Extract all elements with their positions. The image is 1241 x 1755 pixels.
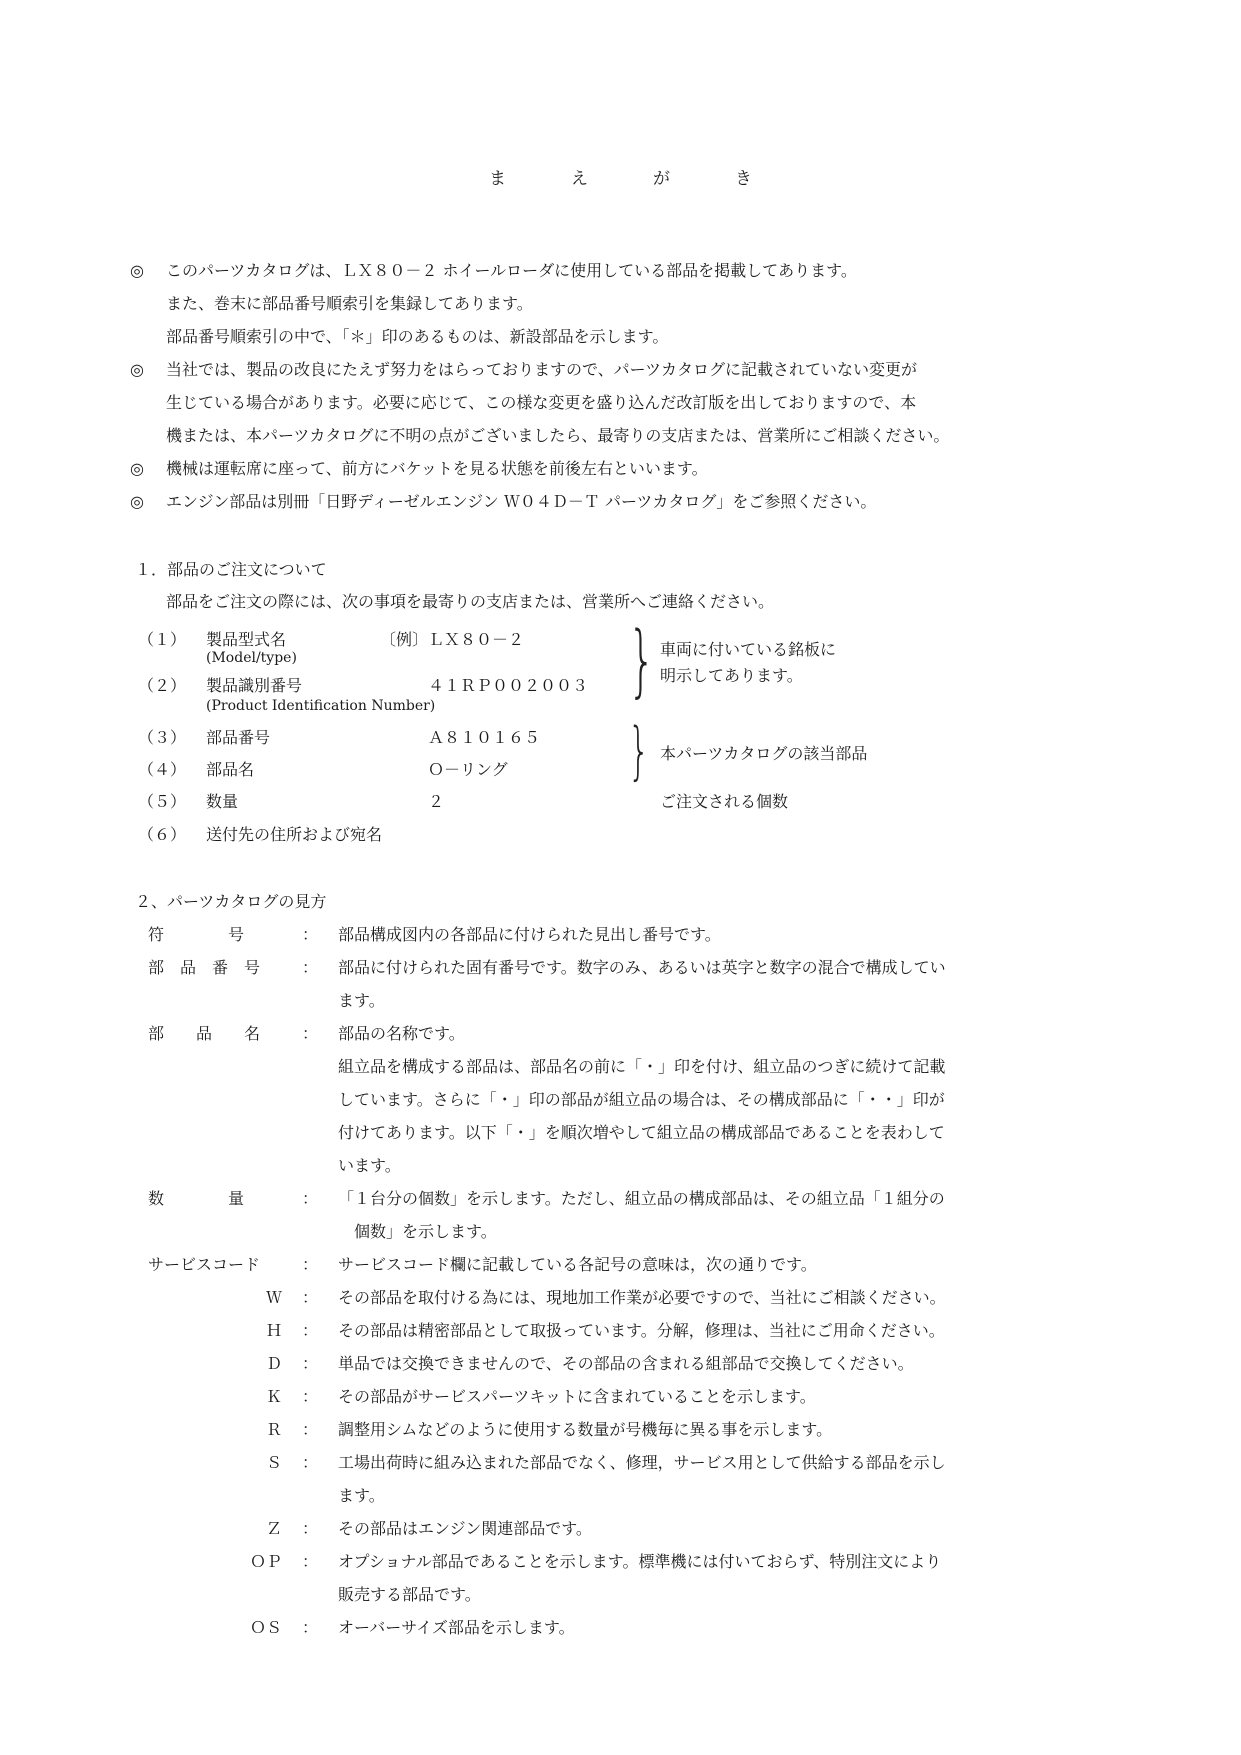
colon: ： — [302, 958, 319, 977]
item-label: 製品識別番号 — [206, 676, 303, 695]
entry-text: 組立品を構成する部品は、部品名の前に「・」印を付け、組立品のつぎに続けて記載 — [338, 1057, 946, 1076]
intro-line: 当社では、製品の改良にたえず努力をはらっておりますので、パーツカタログに記載されていない変更が — [166, 360, 918, 379]
service-code: Ｄ — [265, 1354, 282, 1373]
item-label: 数量 — [206, 792, 239, 811]
code-text: 販売する部品です。 — [338, 1585, 481, 1604]
entry-label: サービスコード — [148, 1255, 261, 1274]
note-line: 車両に付いている銘板に — [660, 640, 837, 659]
code-text: ます。 — [338, 1486, 385, 1505]
colon: ： — [302, 1255, 319, 1274]
entry-text: ます。 — [338, 991, 385, 1010]
item-number: （１） — [138, 630, 187, 649]
colon: ： — [302, 1387, 319, 1406]
item-label: 部品番号 — [206, 728, 271, 747]
intro-line: 機または、本パーツカタログに不明の点がございましたら、最寄りの支店または、営業所にご相談ください。 — [166, 426, 950, 445]
intro-line: エンジン部品は別冊「日野ディーゼルエンジン Ｗ０４Ｄ－Ｔ パーツカタログ」をご参照ください。 — [166, 492, 877, 511]
item-value: Ａ８１０１６５ — [428, 728, 541, 747]
code-text: オプショナル部品であることを示します。標準機には付いておらず、特別注文により — [338, 1552, 942, 1571]
colon: ： — [302, 1354, 319, 1373]
colon: ： — [302, 1189, 319, 1208]
item-sub-label: (Model/type) — [206, 650, 297, 666]
code-text: その部品は精密部品として取扱っています。分解，修理は、当社にご用命ください。 — [338, 1321, 945, 1340]
intro-line: 機械は運転席に座って、前方にバケットを見る状態を前後左右といいます。 — [166, 459, 708, 478]
code-text: オーバーサイズ部品を示します。 — [338, 1618, 575, 1637]
note-line: 本パーツカタログの該当部品 — [660, 744, 868, 763]
entry-text: サービスコード欄に記載している各記号の意味は，次の通りです。 — [338, 1255, 817, 1274]
code-text: その部品はエンジン関連部品です。 — [338, 1519, 592, 1538]
bullet-mark: ◎ — [130, 492, 144, 511]
service-code: Ｒ — [265, 1420, 282, 1439]
service-code: Ｓ — [265, 1453, 282, 1472]
colon: ： — [302, 1552, 319, 1571]
service-code: ＯＰ — [249, 1552, 282, 1571]
entry-label: 符 号 — [148, 925, 245, 944]
colon: ： — [302, 1321, 319, 1340]
entry-text: 部品構成図内の各部品に付けられた見出し番号です。 — [338, 925, 721, 944]
note-line: 明示してあります。 — [660, 666, 803, 685]
colon: ： — [302, 1618, 319, 1637]
item-value: 〔例〕ＬＸ８０－２ — [380, 630, 525, 649]
item-number: （３） — [138, 728, 187, 747]
item-number: （４） — [138, 760, 187, 779]
colon: ： — [302, 925, 319, 944]
item-number: （５） — [138, 792, 187, 811]
item-value: ２ — [428, 792, 445, 811]
service-code: Ｚ — [265, 1519, 282, 1538]
code-text: 工場出荷時に組み込まれた部品でなく、修理，サービス用として供給する部品を示し — [338, 1453, 946, 1472]
item-number: （２） — [138, 676, 187, 695]
brace-symbol: } — [628, 714, 650, 787]
entry-text: 付けてあります。以下「・」を順次増やして組立品の構成部品であることを表わして — [338, 1123, 945, 1142]
brace-symbol: } — [628, 616, 656, 706]
service-code: Ｋ — [265, 1387, 282, 1406]
entry-label: 部 品 名 — [148, 1024, 261, 1043]
intro-line: このパーツカタログは、ＬＸ８０－２ ホイールローダに使用している部品を掲載してあります。 — [166, 261, 857, 280]
bullet-mark: ◎ — [130, 261, 144, 280]
service-code: Ｈ — [265, 1321, 282, 1340]
item-label: 部品名 — [206, 760, 255, 779]
colon: ： — [302, 1519, 319, 1538]
entry-text: います。 — [338, 1156, 401, 1175]
service-code: ＯＳ — [249, 1618, 282, 1637]
colon: ： — [302, 1288, 319, 1307]
entry-label: 部 品 番 号 — [148, 958, 261, 977]
intro-line: 部品番号順索引の中で、「＊」印のあるものは、新設部品を示します。 — [166, 327, 669, 346]
section2-heading: ２、パーツカタログの見方 — [135, 892, 327, 911]
item-number: （６） — [138, 825, 187, 844]
item-value: ４１ＲＰ００２００３ — [428, 676, 589, 695]
entry-text: 「１台分の個数」を示します。ただし、組立品の構成部品は、その組立品「１組分の — [338, 1189, 945, 1208]
item-sub-label: (Product Identification Number) — [206, 698, 436, 714]
entry-text: 部品の名称です。 — [338, 1024, 465, 1043]
bullet-mark: ◎ — [130, 360, 144, 379]
colon: ： — [302, 1024, 319, 1043]
code-text: その部品を取付ける為には、現地加工作業が必要ですので、当社にご相談ください。 — [338, 1288, 946, 1307]
service-code: Ｗ — [265, 1288, 282, 1307]
colon: ： — [302, 1420, 319, 1439]
colon: ： — [302, 1453, 319, 1472]
entry-label: 数 量 — [148, 1189, 245, 1208]
intro-line: また、巻末に部品番号順索引を集録してあります。 — [166, 294, 533, 313]
code-text: 調整用シムなどのように使用する数量が号機毎に異る事を示します。 — [338, 1420, 833, 1439]
code-text: 単品では交換できませんので、その部品の含まれる組部品で交換してください。 — [338, 1354, 914, 1373]
item-value: Ｏ－リング — [428, 760, 508, 779]
section1-lead: 部品をご注文の際には、次の事項を最寄りの支店または、営業所へご連絡ください。 — [166, 592, 775, 611]
section1-heading: １．部品のご注文について — [135, 560, 327, 579]
code-text: その部品がサービスパーツキットに含まれていることを示します。 — [338, 1387, 816, 1406]
entry-text: 個数」を示します。 — [338, 1222, 497, 1241]
entry-text: しています。さらに「・」印の部品が組立品の場合は、その構成部品に「・・」印が — [338, 1090, 945, 1109]
item-label: 製品型式名 — [206, 630, 287, 649]
page-title: ま え が き — [489, 169, 776, 189]
entry-text: 部品に付けられた固有番号です。数字のみ、あるいは英字と数字の混合で構成してい — [338, 958, 946, 977]
note-line: ご注文される個数 — [660, 792, 789, 811]
bullet-mark: ◎ — [130, 459, 144, 478]
intro-line: 生じている場合があります。必要に応じて、この様な変更を盛り込んだ改訂版を出しておりますので、本 — [166, 393, 917, 412]
item-label: 送付先の住所および宛名 — [206, 825, 383, 844]
